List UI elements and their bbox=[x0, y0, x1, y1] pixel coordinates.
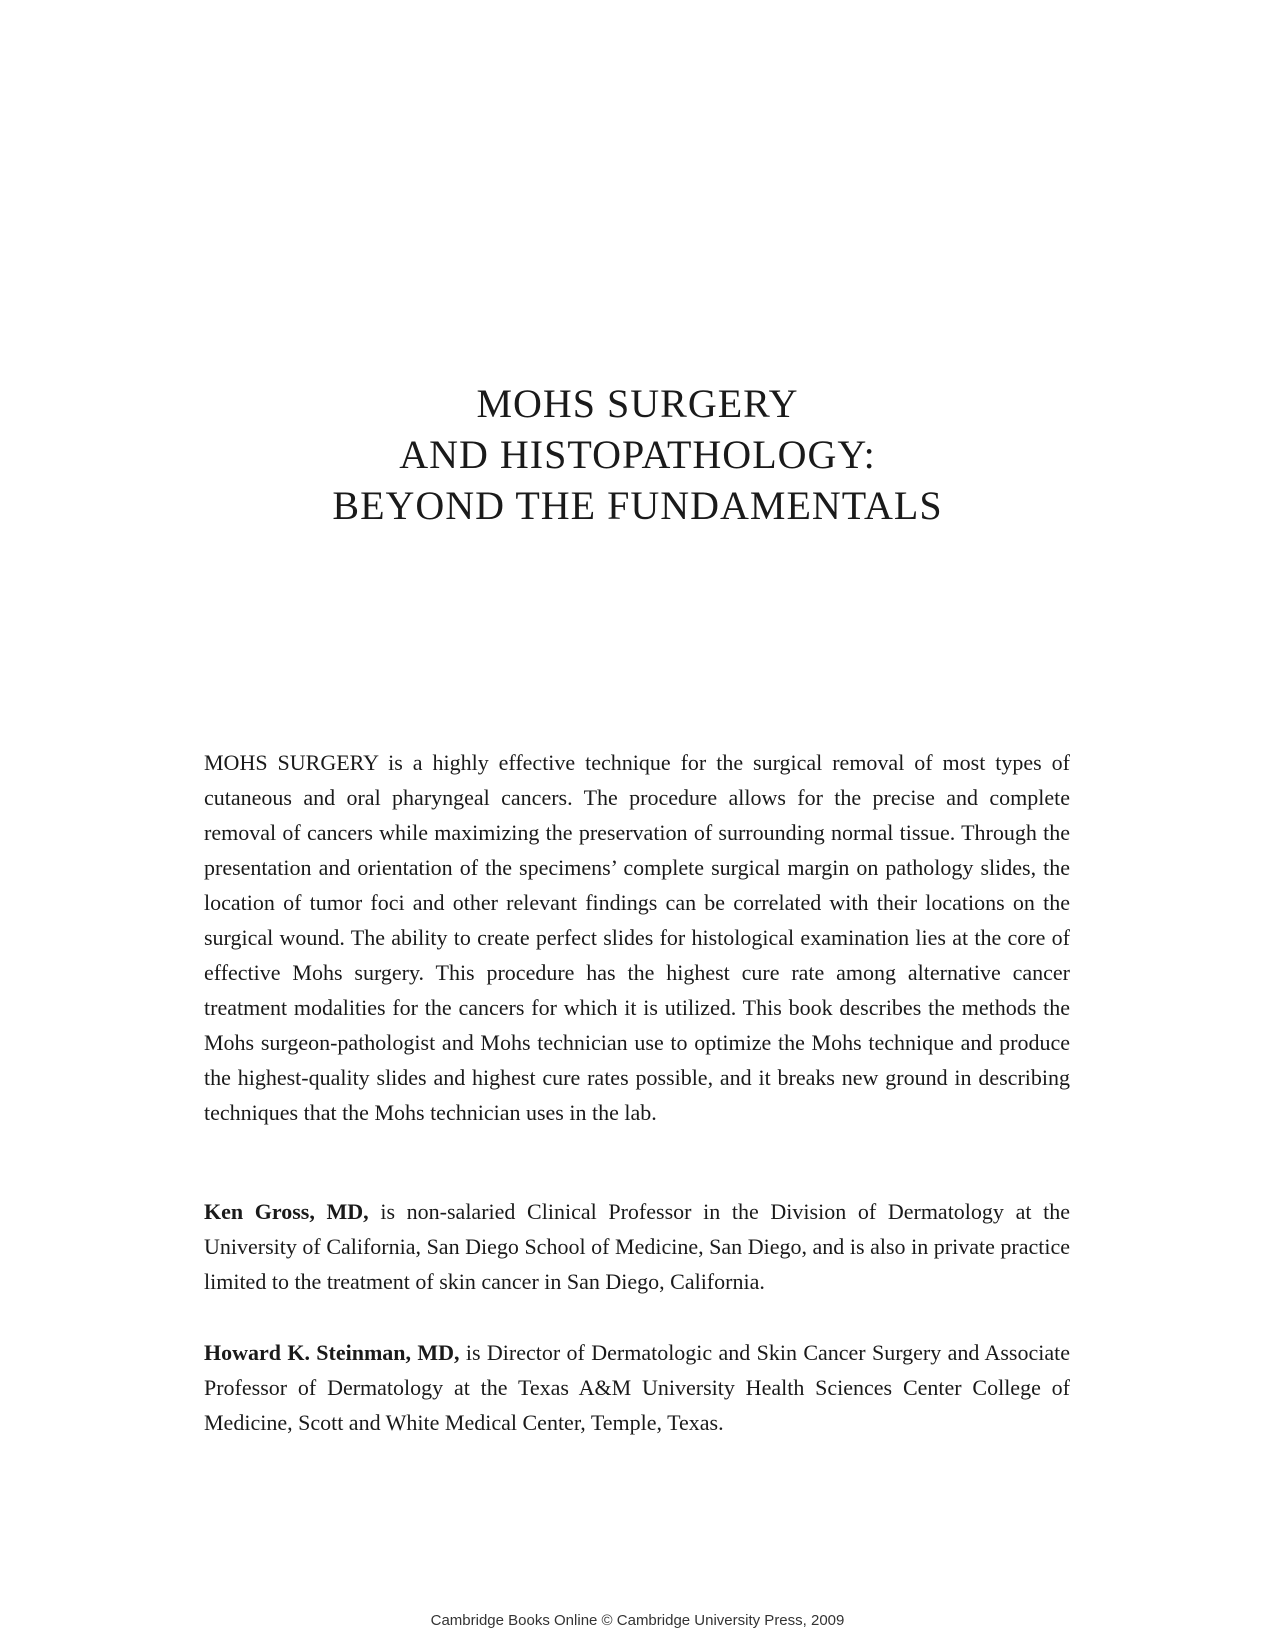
author-bio-text: is Director of Dermatologic and Skin Cancer Surgery and Associate Professor of Dermatology at the Texas A&M University Health Sciences Center College of Medicine, Scott and White Medical Center, Temple, Texas. bbox=[204, 1340, 1071, 1435]
book-title bbox=[0, 378, 1275, 531]
book-description: MOHS SURGERY is a highly effective technique for the surgical removal of most types of cutaneous and oral pharyngeal cancers. The procedure allows for the precise and complete removal of cancers while maximizing the preservation of surrounding normal tissue. Through the presentation and orientation of the specimens’ complete surgical margin on pathology slides, the location of tumor foci and other relevant findings can be correlated with their locations on the surgical wound. The ability to create perfect slides for histological examination lies at the core of effective Mohs surgery. This procedure has the highest cure rate among alternative cancer treatment modalities for the cancers for which it is utilized. This book describes the methods the Mohs surgeon-pathologist and Mohs technician use to optimize the Mohs technique and produce the highest-quality slides and highest cure rates possible, and it breaks new ground in describing techniques that the Mohs technician uses in the lab. bbox=[204, 750, 1070, 1125]
title-line-3: BEYOND THE FUNDAMENTALS bbox=[332, 483, 943, 528]
author-bio-text: is non-salaried Clinical Professor in the Division of Dermatology at the University of California, San Diego School of Medicine, San Diego, and is also in private practice limited to the treatment of skin cancer in San Diego, California. bbox=[204, 1199, 1070, 1294]
author-bio-gross bbox=[204, 1194, 1070, 1299]
copyright-footer: Cambridge Books Online © Cambridge University Press, 2009 bbox=[430, 1612, 845, 1629]
author-name: Ken Gross, MD, bbox=[204, 1199, 369, 1224]
author-name: Howard K. Steinman, MD, bbox=[204, 1340, 460, 1365]
author-bio-steinman bbox=[204, 1335, 1070, 1440]
title-line-1: MOHS SURGERY bbox=[476, 381, 799, 426]
title-line-2: AND HISTOPATHOLOGY: bbox=[399, 432, 876, 477]
